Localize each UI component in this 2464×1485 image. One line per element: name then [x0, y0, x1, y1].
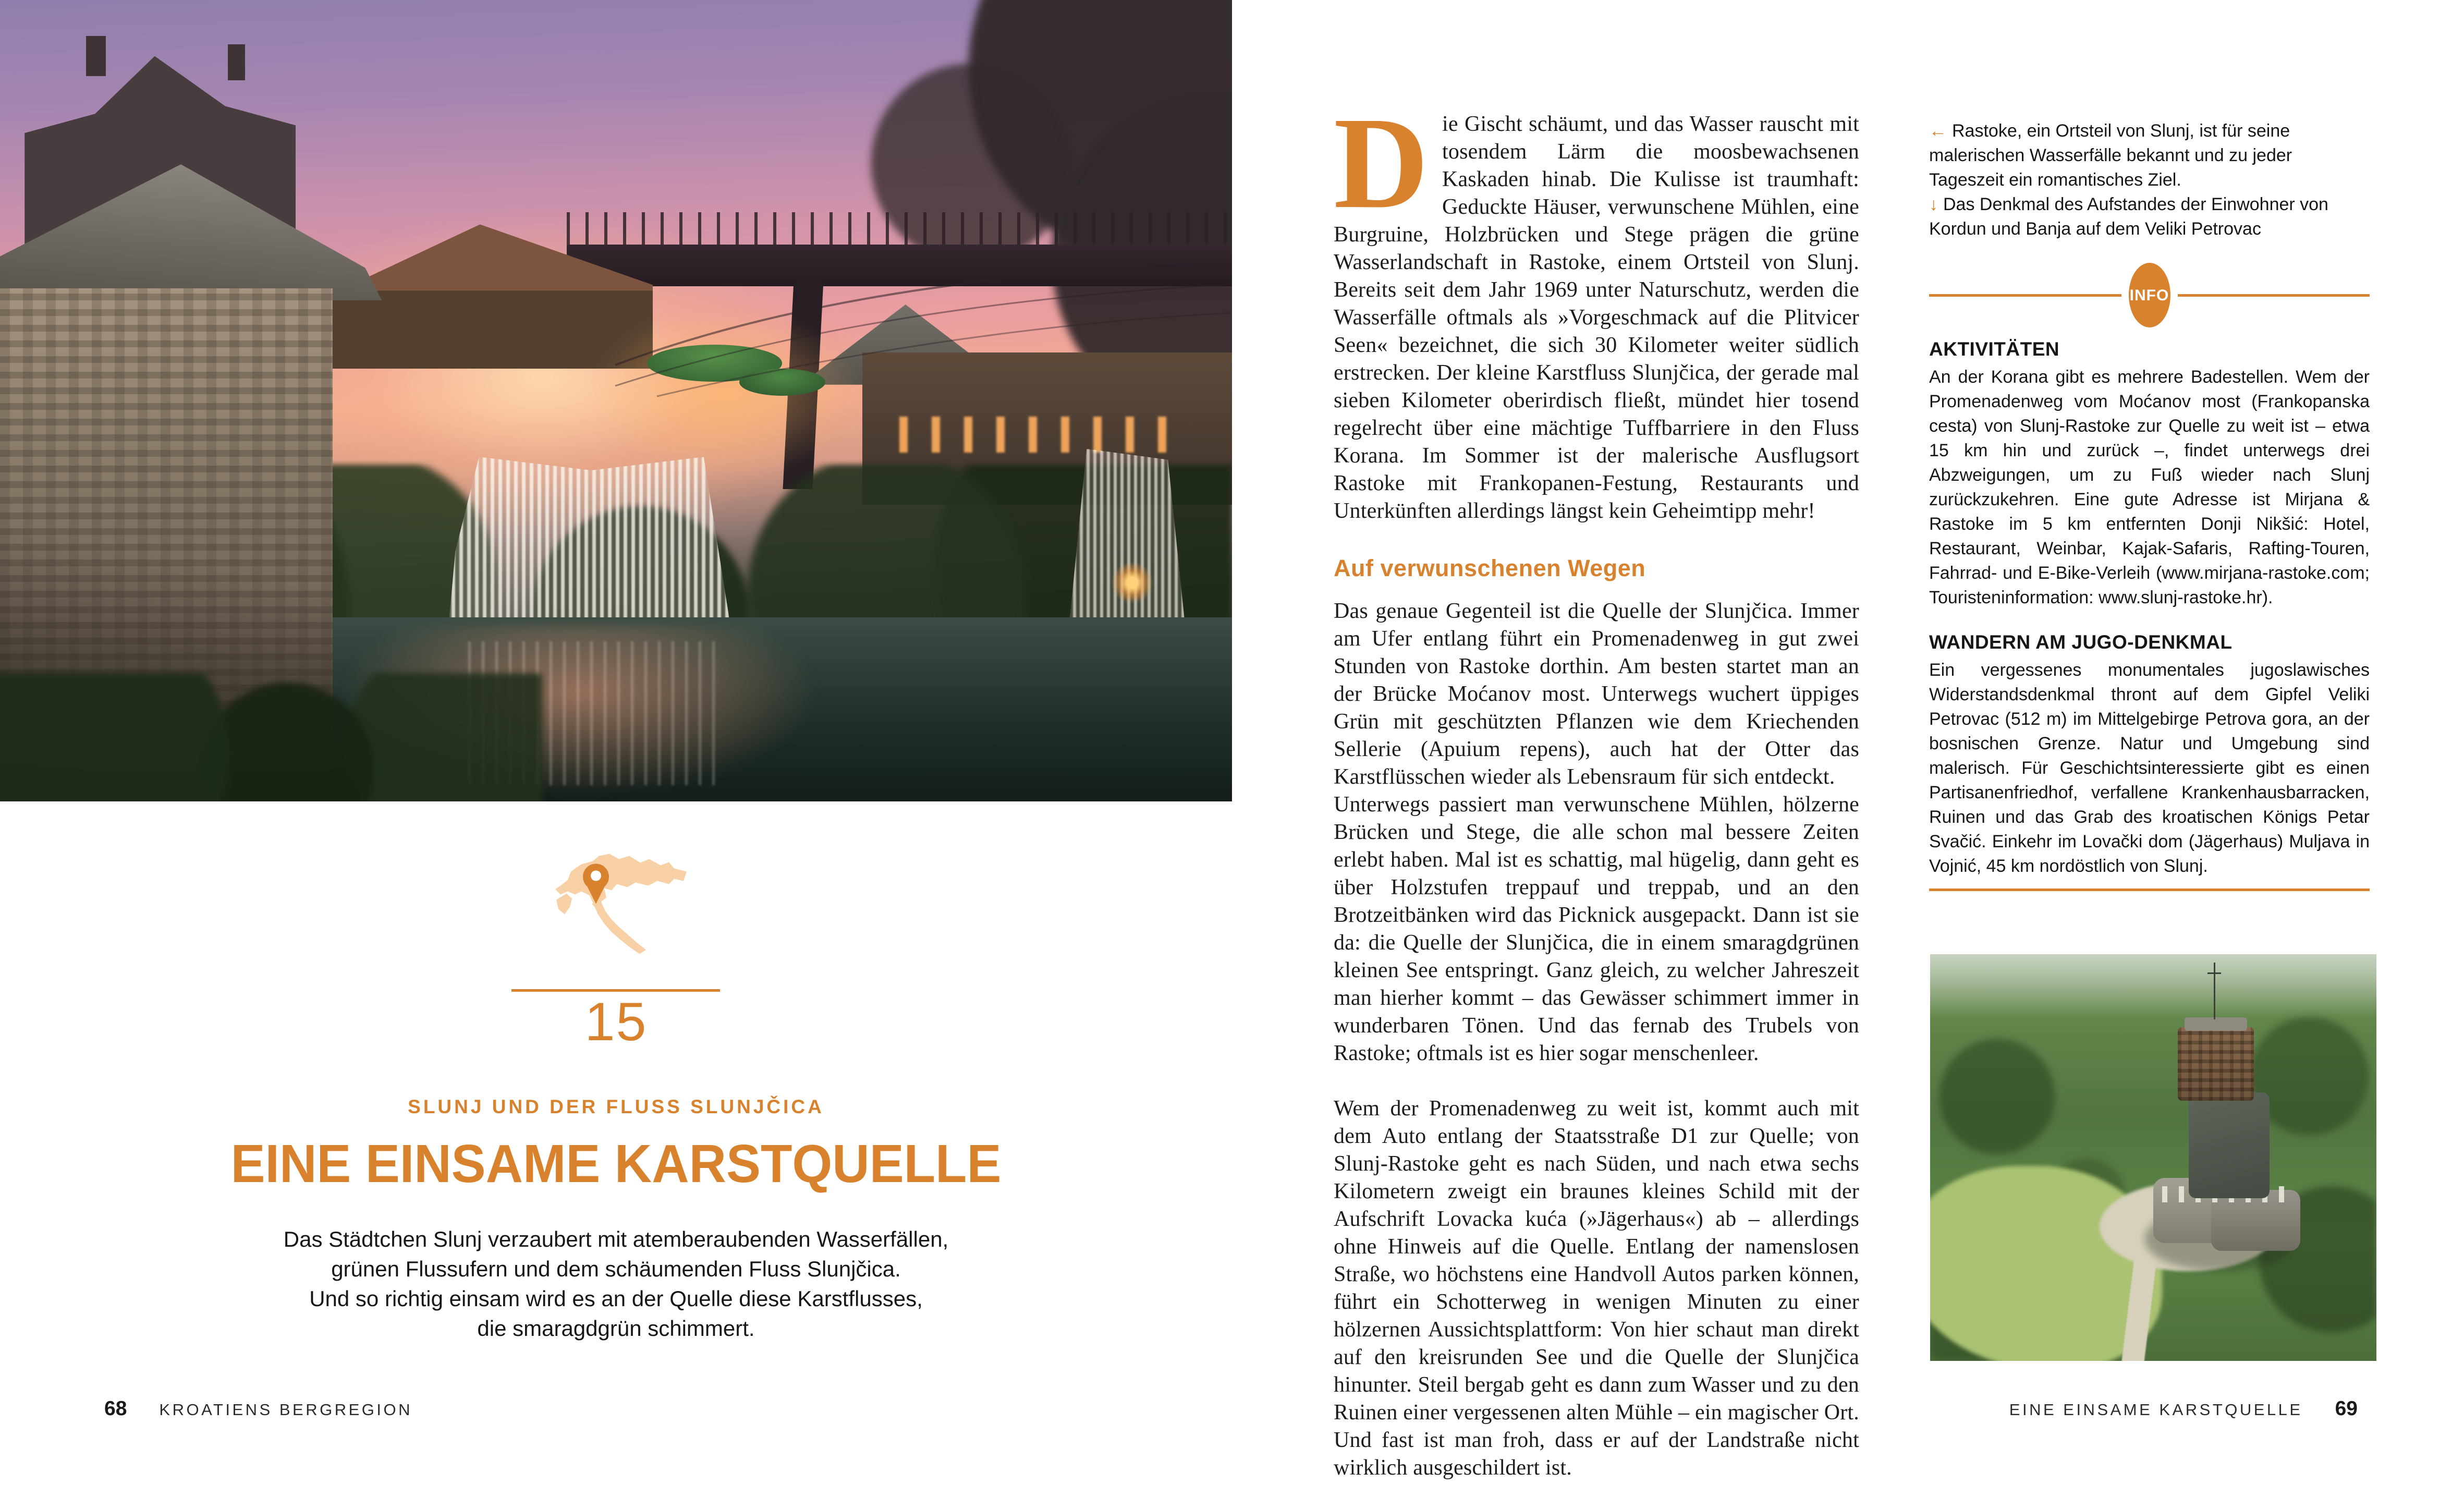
activities-body: An der Korana gibt es mehrere Badestellen. Wem der Promenadenweg vom Moćanov most (Frankopanska cesta) von Slunj-Rastoke zur Quelle zu weit ist – etwa 15 km hin und zurück –, findet unterwegs drei Abzweigungen, um zu Fuß wieder nach Slunj zurückzukehren. Eine gute Adresse ist Mirjana & Rastoke im 5 km entfernten Donji Nikšić: Hotel, Restaurant, Weinbar, Kajak-Safaris, Rafting-Touren, Fahrrad- und E-Bike-Verleih (www.mirjana-rastoke.com; Touristeninformation: www.slunj-rastoke.hr).: [1929, 367, 2370, 607]
petrova-gora-monument-photo: [1930, 954, 2376, 1361]
page-number: 68: [104, 1397, 127, 1420]
section-subhead: Auf verwunschenen Wegen: [1334, 555, 1646, 581]
hiking-body: Ein vergessenes monumentales jugoslawisches Widerstandsdenkmal thront auf dem Gipfel Veliki Petrovac (512 m) im Mittelgebirge Petrova gora, an der bosnischen Grenze. Natur und Umgebung sind malerisch. Für Geschichtsinteressierte gibt es einen Partisanenfriedhof, verfallene Krankenhausbarracken, Ruinen und das Grab des kroatischen Königs Petar Svačić. Einkehr im Lovački dom (Jägerhaus) Muljava in Vojnić, 45 km nordöstlich von Slunj.: [1929, 660, 2370, 876]
chapter-number: 15: [584, 992, 648, 1052]
article-paragraph: Unterwegs passiert man verwunschene Mühlen, hölzerne Brücken und Stege, die alle schon mal bessere Zeiten erlebt haben. Mal ist es schattig, mal hügelig, dann geht es über Holzstufen treppauf und treppab, und an den Brotzeitbänken wird das Picknick ausgepackt. Dann ist sie da: die Quelle der Slunjčica, die in einem smaragdgrünen kleinen See entspringt. Ganz gleich, zu welcher Jahreszeit man hierher kommt – das Gewässer schimmert immer in wunderbaren Tönen. Und das fernab des Trubels von Rastoke; oftmals ist es hier sogar menschenleer.: [1334, 793, 1859, 1065]
page-number: 69: [2335, 1397, 2358, 1420]
article-paragraph: Wem der Promenadenweg zu weit ist, kommt auch mit dem Auto entlang der Staatsstraße D1 zur Quelle; von Slunj-Rastoke geht es nach Süden, und nach etwa sechs Kilometern zweigt ein braunes kleines Schild mit der Aufschrift Lovacka kuća (»Jägerhaus«) ab – allerdings ohne Hinweis auf die Quelle. Entlang der namenslosen Straße, wo höchstens eine Handvoll Autos parken können, führt ein Schotterweg in wenigen Minuten zu einer hölzernen Aussichtsplattform: Von hier schaut man direkt auf den kreisrunden See und die Quelle der Slunjčica hinunter. Steil bergab geht es dann zum Wasser und zu den Ruinen einer vergessenen alten Mühle – ein magischer Ort. Und fast ist man froh, dass er auf der Landstraße nicht wirklich ausgeschildert ist.: [1334, 1097, 1859, 1480]
intro-line: Und so richtig einsam wird es an der Quelle diese Karstflusses,: [309, 1286, 923, 1311]
arrow-down-icon: ↓: [1929, 194, 1938, 214]
intro-text: [0, 1224, 1232, 1343]
arrow-left-icon: ←: [1929, 121, 1947, 141]
intro-line: grünen Flussufern und dem schäumenden Fluss Slunjčica.: [331, 1257, 901, 1281]
drop-cap: D: [1334, 90, 1429, 236]
kicker: SLUNJ UND DER FLUSS SLUNJČICA: [408, 1096, 824, 1117]
caption-text: Das Denkmal des Aufstandes der Einwohner von Kordun und Banja auf dem Veliki Petrovac: [1929, 194, 2328, 239]
monument-mid-block: [2189, 1092, 2269, 1198]
info-rule-left: [1929, 294, 2121, 297]
foreground-bushes: [0, 673, 542, 801]
antenna-crossbar: [2207, 972, 2221, 974]
info-rule-right: [2178, 294, 2370, 297]
info-divider: [1929, 263, 2370, 327]
croatia-locator-map: [538, 832, 694, 970]
page-title: EINE EINSAME KARSTQUELLE: [230, 1134, 1002, 1194]
lantern-glow: [1111, 561, 1153, 604]
caption-rastoke: [1929, 119, 2370, 192]
hiking-heading: WANDERN AM JUGO-DENKMAL: [1929, 631, 2233, 653]
caption-text: Rastoke, ein Ortsteil von Slunj, ist für seine malerischen Wasserfälle bekannt und zu jeder Tageszeit ein romantisches Ziel.: [1929, 121, 2292, 190]
sidebar-bottom-rule: [1929, 888, 2370, 891]
running-head: KROATIENS BERGREGION: [159, 1401, 412, 1419]
croatia-map: [555, 854, 687, 954]
intro-line: Das Städtchen Slunj verzaubert mit atemberaubenden Wasserfällen,: [283, 1227, 949, 1251]
running-head: EINE EINSAME KARSTQUELLE: [2009, 1401, 2303, 1419]
article-paragraph: Das genaue Gegenteil ist die Quelle der Slunjčica. Immer am Ufer entlang führt ein Promenadenweg in gut zwei Stunden von Rastoke dorthin. Am besten startet man an der Brücke Moćanov most. Unterwegs wuchert üppiges Grün mit geschützten Pflanzen wie dem Kriechenden Sellerie (Apuium repens), auch hat der Otter das Karstflüsschen wieder als Lebensraum für sich entdeckt.: [1334, 599, 1859, 789]
paragraph-text: ie Gischt schäumt, und das Wasser rauscht mit tosendem Lärm die moosbewachsenen Kaskaden hinab. Die Kulisse ist traumhaft: Geduckte Häuser, verwunschene Mühlen, eine Burgruine, Holzbrücken und Stege prägen die grüne Wasserlandschaft in Rastoke, einem Ortsteil von Slunj. Bereits seit dem Jahr 1969 unter Naturschutz, werden die Wasserfälle oftmals als »Vorgeschmack auf die Plitvicer Seen« bezeichnet, die sich 30 Kilometer weiter südlich erstrecken. Der kleine Karstfluss Slunjčica, der gerade mal sieben Kilometer oberirdisch fließt, mündet hier tosend regelrecht über eine mächtige Tuffbarriere in den Fluss Korana. Im Sommer ist der malerische Ausflugsort Rastoke mit Frankopanen-Festung, Restaurants und Unterkünften allerdings längst kein Geheimtipp mehr!: [1334, 112, 1859, 523]
footer-left: [104, 1397, 412, 1420]
article-paragraph: [1334, 90, 1859, 525]
caption-denkmal: [1929, 192, 2370, 241]
monument-top-block: [2178, 1027, 2254, 1100]
footer-right: [2009, 1397, 2358, 1420]
antenna-mast: [2214, 963, 2215, 1019]
article-column: [1334, 90, 1859, 1482]
monument-cap: [2185, 1017, 2247, 1031]
info-badge: INFO: [2129, 263, 2170, 327]
intro-line: die smaragdgrün schimmert.: [477, 1316, 755, 1341]
rastoke-sunset-photo: [0, 0, 1232, 801]
activities-heading: AKTIVITÄTEN: [1929, 338, 2060, 360]
photo-captions: [1929, 119, 2370, 241]
